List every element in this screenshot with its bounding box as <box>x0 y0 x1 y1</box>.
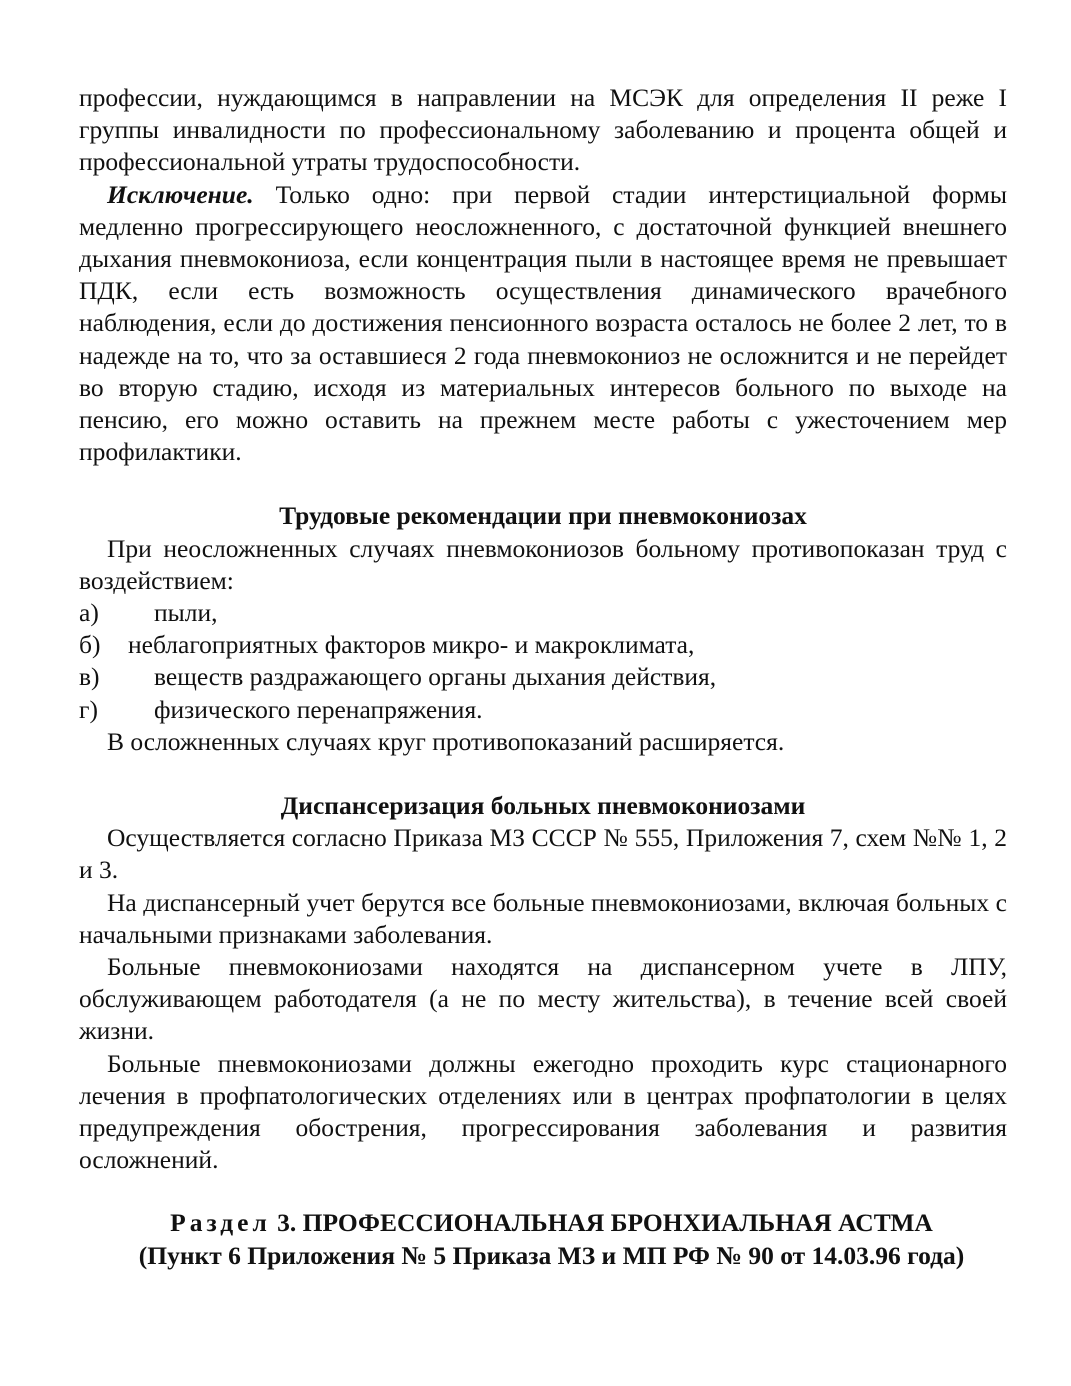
section-title <box>79 1207 1024 1239</box>
labor-outro: В осложненных случаях круг противопоказаний расширяется. <box>107 726 785 756</box>
list-item <box>79 629 1007 661</box>
dispensary-heading: Диспансеризация больных пневмокониозами <box>280 791 806 821</box>
paragraph-exception <box>79 179 1007 469</box>
list-marker: г) <box>79 694 98 724</box>
list-marker: б) <box>79 630 101 660</box>
dispensary-paragraph: Больные пневмокониозами находятся на диспансерном учете в ЛПУ, обслуживающем работодателя (а не по месту жительства), в течение всей своей жизни. <box>79 952 1007 1046</box>
list-text: пыли, <box>154 598 218 628</box>
section-prefix: Раздел <box>170 1208 271 1237</box>
exception-label: Исключение. <box>107 179 254 209</box>
list-text: физического перенапряжения. <box>154 694 483 724</box>
dispensary-paragraph: Больные пневмокониозами должны ежегодно проходить курс стационарного лечения в профпатологических отделениях или в центрах профпатологии в целях предупреждения обострения, прогрессирования заболевания и развития осложнений. <box>79 1048 1007 1175</box>
list-marker: а) <box>79 598 99 628</box>
list-item <box>79 694 1007 726</box>
list-item <box>79 661 1007 693</box>
document-body <box>79 82 1007 1177</box>
section-title-text: 3. ПРОФЕССИОНАЛЬНАЯ БРОНХИАЛЬНАЯ АСТМА <box>270 1208 933 1237</box>
dispensary-paragraph: На диспансерный учет берутся все больные пневмокониозами, включая больных с начальными признаками заболевания. <box>79 887 1007 949</box>
labor-intro: При неосложненных случаях пневмокониозов больному противопоказан труд с воздействием: <box>79 533 1007 595</box>
list-text: веществ раздражающего органы дыхания действия, <box>154 662 717 692</box>
dispensary-paragraph: Осуществляется согласно Приказа МЗ СССР № 555, Приложения 7, схем №№ 1, 2 и 3. <box>79 823 1007 885</box>
paragraph-intro: профессии, нуждающимся в направлении на МСЭК для определения II реже I группы инвалидности по профессиональному заболеванию и процента общей и профессиональной утраты трудоспособности. <box>79 83 1007 177</box>
list-item <box>79 597 1007 629</box>
exception-text: Только одно: при первой стадии интерстициальной формы медленно прогрессирующего неосложненного, с достаточной функцией внешнего дыхания пневмокониоза, если концентрация пыли в настоящее время не превышает ПДК, если есть возможность осуществления динамического врачебного наблюдения, если до достижения пенсионного возраста осталось не более 2 лет, то в надежде на то, что за оставшиеся 2 года пневмокониоз не осложнится и не перейдет во вторую стадию, исходя из материальных интересов больного по выходе на пенсию, его можно оставить на прежнем месте работы с ужесточением мер профилактики. <box>79 179 1007 467</box>
section-subtitle: (Пункт 6 Приложения № 5 Приказа МЗ и МП РФ № 90 от 14.03.96 года) <box>138 1241 965 1270</box>
list-marker: в) <box>79 662 100 692</box>
labor-heading: Трудовые рекомендации при пневмокониозах <box>279 501 807 531</box>
list-text: неблагоприятных факторов микро- и макроклимата, <box>128 630 695 660</box>
